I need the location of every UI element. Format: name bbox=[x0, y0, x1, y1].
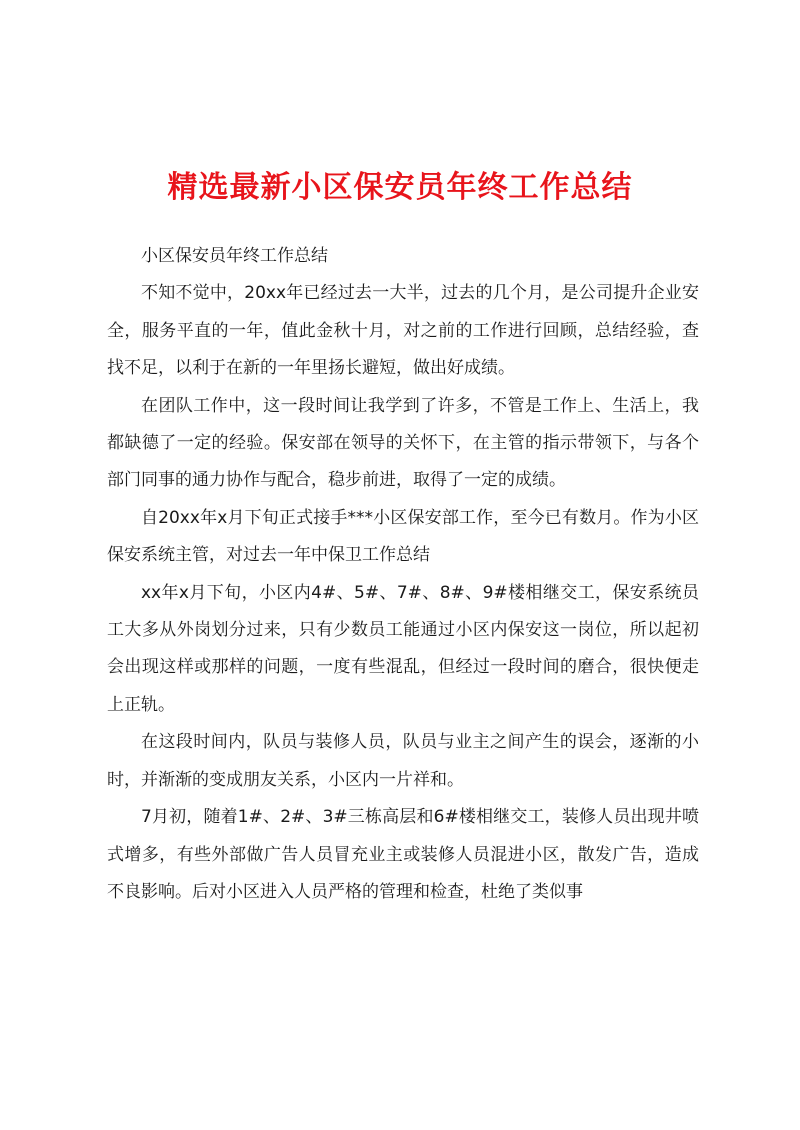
paragraph: 在这段时间内，队员与装修人员，队员与业主之间产生的误会，逐渐的小时，并渐渐的变成朋友关系，小区内一片祥和。 bbox=[107, 732, 699, 790]
paragraph: 7月初，随着1#、2#、3#三栋高层和6#楼相继交工，装修人员出现井喷式增多，有些外部做广告人员冒充业主或装修人员混进小区，散发广告，造成不良影响。后对小区进入人员严格的管理和检查，杜绝了类似事 bbox=[107, 807, 699, 902]
document-body bbox=[107, 238, 699, 911]
paragraph: xx年x月下旬，小区内4#、5#、7#、8#、9#楼相继交工，保安系统员工大多从外岗划分过来，只有少数员工能通过小区内保安这一岗位，所以起初会出现这样或那样的问题，一度有些混乱，但经过一段时间的磨合，很快便走上正轨。 bbox=[107, 582, 699, 715]
paragraph: 自20xx年x月下旬正式接手***小区保安部工作，至今已有数月。作为小区保安系统主管，对过去一年中保卫工作总结 bbox=[107, 507, 699, 566]
paragraph-subtitle: 小区保安员年终工作总结 bbox=[141, 246, 328, 266]
document-title: 精选最新小区保安员年终工作总结 bbox=[167, 170, 633, 205]
paragraph: 不知不觉中，20xx年已经过去一大半，过去的几个月，是公司提升企业安全，服务平直的一年，值此金秋十月，对之前的工作进行回顾，总结经验，查找不足，以利于在新的一年里扬长避短，做出好成绩。 bbox=[107, 283, 699, 379]
paragraph: 在团队工作中，这一段时间让我学到了许多，不管是工作上、生活上，我都缺德了一定的经验。保安部在领导的关怀下，在主管的指示带领下，与各个部门同事的通力协作与配合，稳步前进，取得了一定的成绩。 bbox=[107, 395, 699, 491]
